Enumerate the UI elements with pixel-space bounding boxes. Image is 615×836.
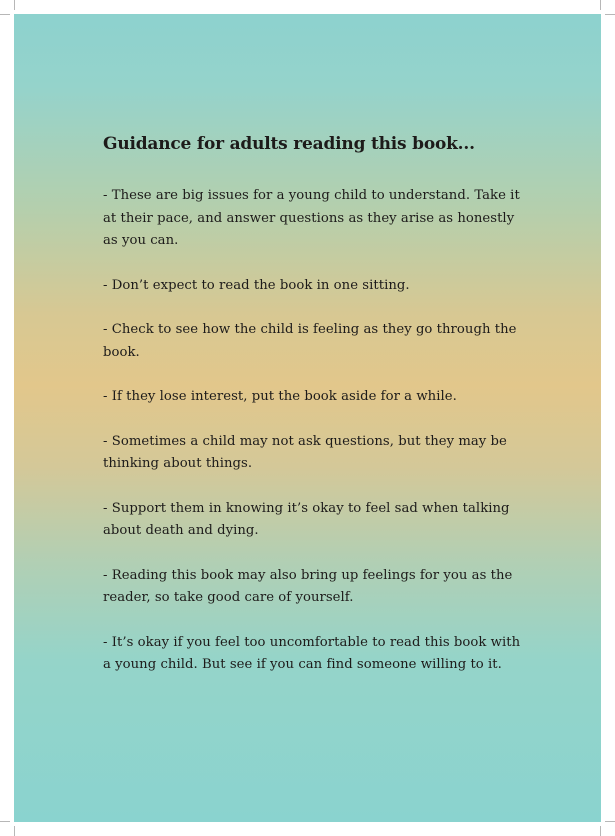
- crop-mark-left-bottom: [0, 821, 10, 822]
- crop-mark-top-right: [600, 0, 601, 10]
- guidance-point: - Don’t expect to read the book in one sitting.: [103, 277, 410, 293]
- guidance-point: - Reading this book may also bring up feelings for you as the reader, so take good care of yourself.: [103, 567, 513, 605]
- crop-mark-right-bottom: [605, 821, 615, 822]
- crop-mark-bottom-left: [14, 826, 15, 836]
- page-heading: Guidance for adults reading this book...: [103, 134, 475, 154]
- guidance-text-block: [103, 131, 523, 699]
- crop-mark-bottom-right: [600, 826, 601, 836]
- guidance-point: - These are big issues for a young child to understand. Take it at their pace, and answer questions as they arise as honestly as you can.: [103, 188, 520, 248]
- guidance-point: - Sometimes a child may not ask questions, but they may be thinking about things.: [103, 433, 507, 471]
- guidance-point: - Support them in knowing it’s okay to feel sad when talking about death and dying.: [103, 500, 510, 538]
- guidance-point: - Check to see how the child is feeling as they go through the book.: [103, 322, 517, 360]
- guidance-point: - It’s okay if you feel too uncomfortable to read this book with a young child. But see if you can find someone willing to it.: [103, 634, 521, 672]
- crop-mark-top-left: [14, 0, 15, 10]
- crop-mark-left-top: [0, 14, 10, 15]
- guidance-point: - If they lose interest, put the book aside for a while.: [103, 389, 457, 404]
- crop-mark-right-top: [605, 14, 615, 15]
